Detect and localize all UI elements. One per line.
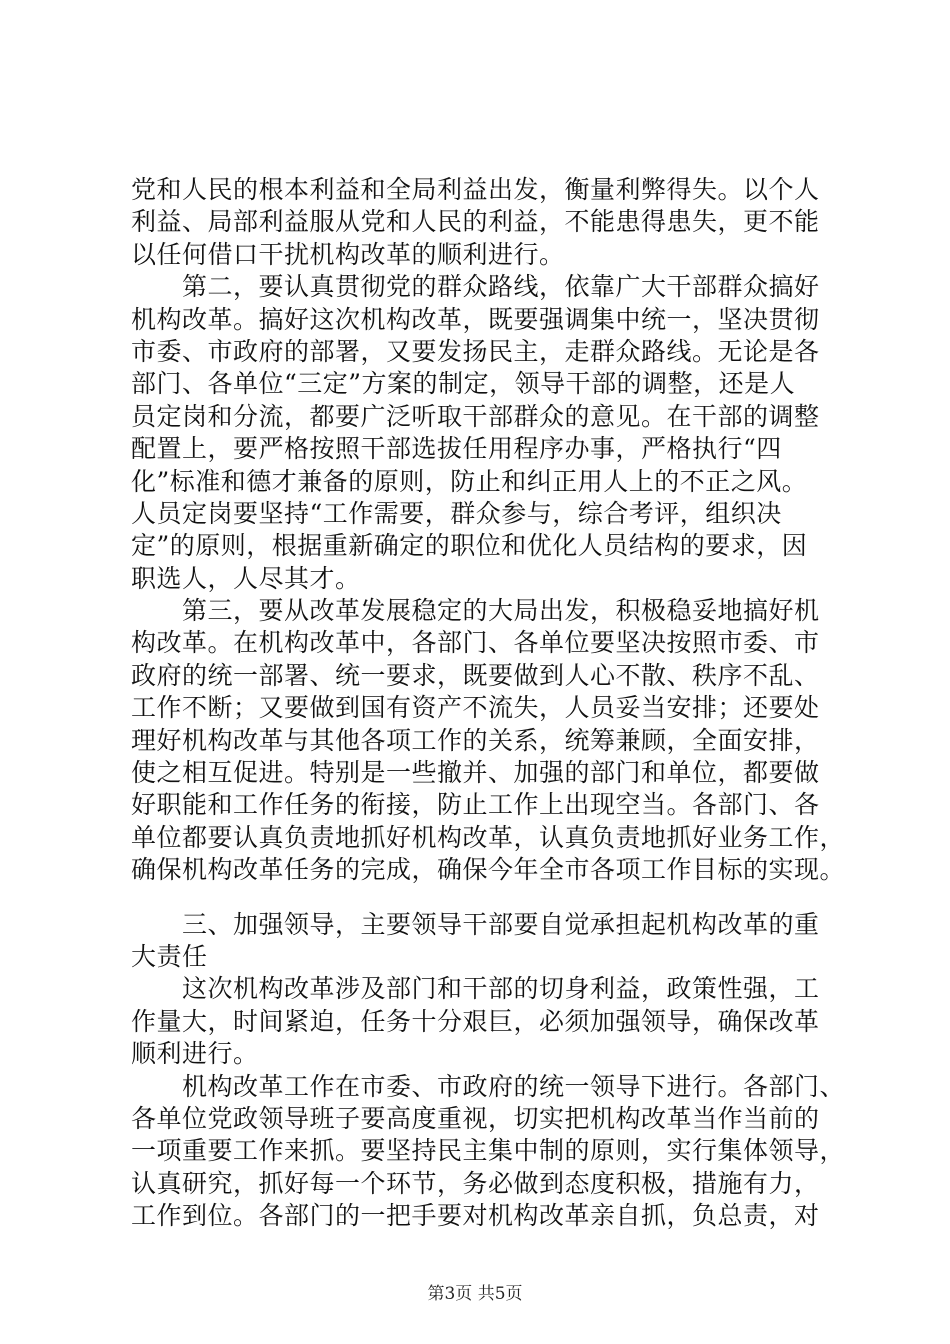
text-line: 配置上，要严格按照干部选拔任用程序办事，严格执行“四 (131, 434, 782, 464)
text-line: 党和人民的根本利益和全局利益出发，衡量利弊得失。以个人 (131, 175, 820, 204)
text-line: 顺利进行。 (131, 1039, 259, 1069)
text-line: 这次机构改革涉及部门和干部的切身利益，政策性强，工 (131, 974, 820, 1004)
text-line: 作量大，时间紧迫，任务十分艰巨，必须加强领导，确保改革 (131, 1006, 820, 1036)
text-line: 构改革。在机构改革中，各部门、各单位要坚决按照市委、市 (131, 628, 820, 658)
text-line: 各单位党政领导班子要高度重视，切实把机构改革当作当前的 (131, 1103, 820, 1133)
text-line: 人员定岗要坚持“工作需要，群众参与，综合考评，组织决 (131, 498, 782, 528)
text-line: 一项重要工作来抓。要坚持民主集中制的原则，实行集体领导， (131, 1136, 846, 1166)
text-line: 好职能和工作任务的衔接，防止工作上出现空当。各部门、各 (131, 790, 820, 820)
text-line: 利益、局部利益服从党和人民的利益，不能患得患失，更不能 (131, 207, 820, 237)
text-line: 机构改革。搞好这次机构改革，既要强调集中统一，坚决贯彻 (131, 304, 820, 334)
text-line: 以任何借口干扰机构改革的顺利进行。 (131, 239, 565, 269)
text-line: 确保机构改革任务的完成，确保今年全市各项工作目标的实现。 (131, 855, 846, 885)
text-line: 三、加强领导，主要领导干部要自觉承担起机构改革的重 (131, 909, 820, 939)
text-line: 市委、市政府的部署，又要发扬民主，走群众路线。无论是各 (131, 336, 820, 366)
text-line: 定”的原则，根据重新确定的职位和优化人员结构的要求，因 (131, 531, 808, 561)
text-line: 化”标准和德才兼备的原则，防止和纠正用人上的不正之风。 (131, 466, 808, 496)
text-line: 单位都要认真负责地抓好机构改革，认真负责地抓好业务工作， (131, 822, 846, 852)
document-body (131, 174, 846, 1233)
text-line: 大责任 (131, 941, 208, 971)
text-line: 第三，要从改革发展稳定的大局出发，积极稳妥地搞好机 (131, 596, 820, 626)
text-line: 政府的统一部署、统一要求，既要做到人心不散、秩序不乱、 (131, 660, 820, 690)
paragraph-gap (131, 887, 831, 909)
text-line: 第二，要认真贯彻党的群众路线，依靠广大干部群众搞好 (131, 272, 820, 302)
text-line: 机构改革工作在市委、市政府的统一领导下进行。各部门、 (131, 1071, 846, 1101)
page-footer: 第3页 共5页 (427, 1284, 523, 1304)
text-line: 部门、各单位“三定”方案的制定，领导干部的调整，还是人 (131, 369, 796, 399)
text-line: 工作不断；又要做到国有资产不流失，人员妥当安排；还要处 (131, 693, 820, 723)
text-line: 职选人，人尽其才。 (131, 563, 361, 593)
text-line: 认真研究，抓好每一个环节，务必做到态度积极，措施有力， (131, 1168, 820, 1198)
text-line: 理好机构改革与其他各项工作的关系，统筹兼顾，全面安排， (131, 725, 820, 755)
text-line: 员定岗和分流，都要广泛听取干部群众的意见。在干部的调整 (131, 401, 820, 431)
text-line: 工作到位。各部门的一把手要对机构改革亲自抓，负总责，对 (131, 1201, 820, 1231)
text-line: 使之相互促进。特别是一些撤并、加强的部门和单位，都要做 (131, 758, 820, 788)
